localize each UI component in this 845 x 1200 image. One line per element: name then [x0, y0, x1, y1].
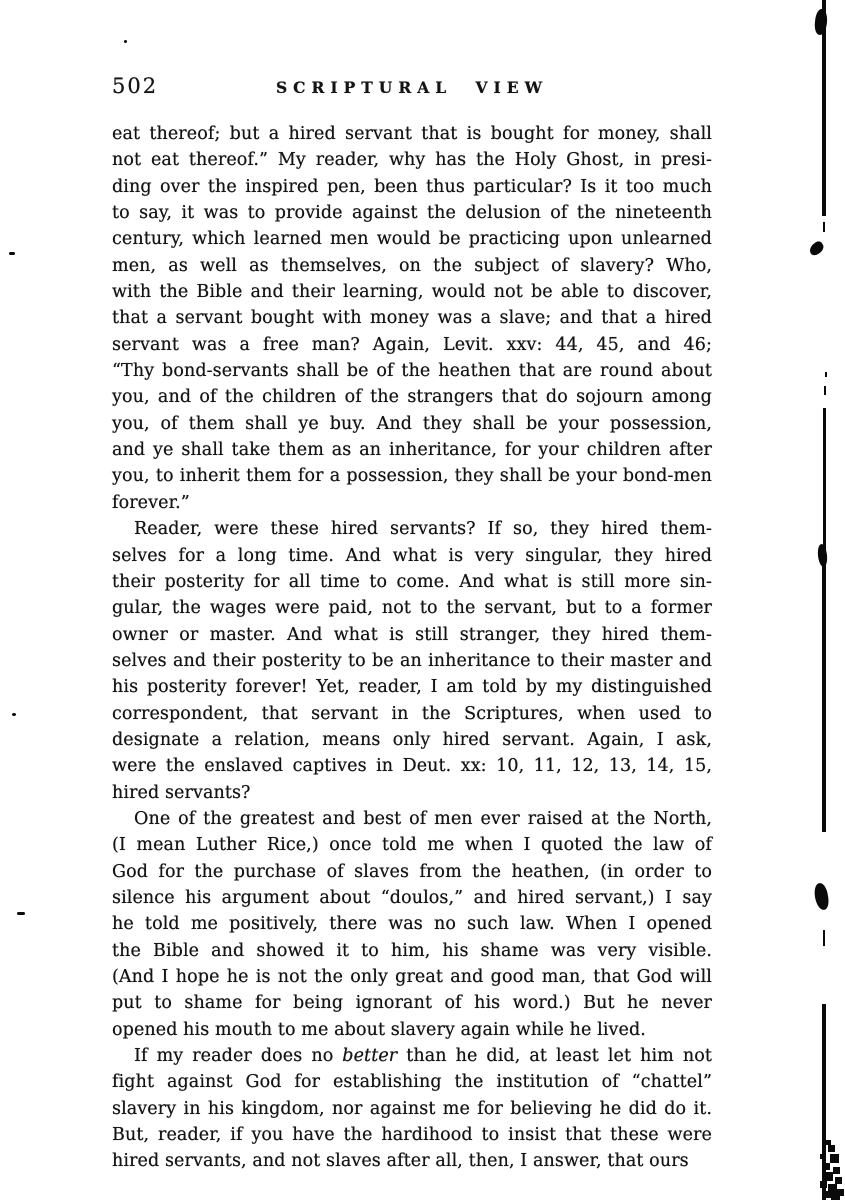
text-line: silence his argument about “doulos,” and hired servant,) I say — [112, 887, 712, 908]
text-line: correspondent, that servant in the Scriptures, when used to — [112, 703, 712, 724]
paragraph — [112, 516, 712, 806]
text-line: his posterity forever! Yet, reader, I am told by my distinguished — [112, 677, 712, 698]
text-line: gular, the wages were paid, not to the servant, but to a former — [112, 598, 712, 619]
text-line: not eat thereof.” My reader, why has the Holy Ghost, in presi- — [112, 150, 712, 171]
text-line: selves and their posterity to be an inheritance to their master and — [112, 650, 712, 671]
scan-artifact-margin-mark — [9, 252, 15, 255]
text-line: selves for a long time. And what is very singular, they hired — [112, 545, 712, 566]
text-line: the Bible and showed it to him, his shame was very visible. — [112, 940, 712, 961]
text-line: men, as well as themselves, on the subject of slavery? Who, — [112, 255, 712, 276]
scan-artifact-margin-mark — [124, 40, 127, 43]
text-line: hired servants, and not slaves after all, then, I answer, that ours — [112, 1151, 689, 1172]
scan-artifact-ink-hook — [807, 240, 826, 258]
text-line: God for the purchase of slaves from the heathen, (in order to — [112, 861, 712, 882]
text-line: were the enslaved captives in Deut. xx: 10, 11, 12, 13, 14, 15, — [112, 756, 712, 777]
text-line: (I mean Luther Rice,) once told me when I quoted the law of — [112, 835, 712, 856]
text-line: owner or master. And what is still stranger, they hired them- — [112, 624, 712, 645]
page-header — [112, 72, 712, 102]
text-line: ding over the inspired pen, been thus particular? Is it too much — [112, 176, 712, 197]
text-line: eat thereof; but a hired servant that is bought for money, shall — [112, 124, 712, 144]
text-line: put to shame for being ignorant of his word.) But he never — [112, 993, 712, 1014]
text-line: Reader, were these hired servants? If so, they hired them- — [134, 519, 712, 540]
text-line: fight against God for establishing the institution of “chattel” — [112, 1072, 712, 1093]
scan-artifact-binding-line — [823, 408, 826, 564]
text-line: One of the greatest and best of men ever raised at the North, — [134, 808, 712, 829]
text-line: designate a relation, means only hired servant. Again, I ask, — [112, 729, 712, 750]
text-line: and ye shall take them as an inheritance, for your children after — [112, 440, 712, 461]
running-header: SCRIPTURAL VIEW — [275, 78, 549, 97]
scan-artifact-ink-dot — [825, 372, 827, 377]
text-line: But, reader, if you have the hardihood to insist that these were — [112, 1125, 712, 1146]
page-number: 502 — [112, 74, 159, 98]
scan-artifact-ink-dot — [824, 386, 826, 395]
scan-artifact-corner-speckles — [826, 1140, 831, 1145]
body-text — [112, 121, 712, 1175]
text-line: century, which learned men would be practicing upon unlearned — [112, 229, 712, 250]
scan-artifact-ink-blob — [813, 882, 830, 911]
text-line: opened his mouth to me about slavery again while he lived. — [112, 1019, 646, 1040]
text-line: hired servants? — [112, 782, 251, 803]
text-line: to say, it was to provide against the delusion of the nineteenth — [112, 203, 712, 224]
scan-artifact-binding-line — [822, 562, 826, 832]
scan-artifact-margin-mark — [17, 912, 25, 915]
text-line: he told me positively, there was no such law. When I opened — [112, 914, 712, 935]
text-line: you, to inherit them for a possession, they shall be your bond-men — [112, 466, 712, 487]
text-line: servant was a free man? Again, Levit. xxv: 44, 45, and 46; — [112, 334, 712, 355]
text-line: (And I hope he is not the only great and good man, that God will — [112, 967, 712, 987]
text-line: you, and of the children of the strangers that do sojourn among — [112, 387, 712, 408]
scan-artifact-ink-dash — [823, 930, 825, 946]
scan-artifact-ink-blob — [813, 8, 828, 35]
paragraph — [112, 806, 712, 1043]
text-line: forever.” — [112, 492, 190, 513]
paragraph — [112, 121, 712, 516]
text-line: their posterity for all time to come. And what is still more sin- — [112, 571, 712, 592]
text-line: that a servant bought with money was a slave; and that a hired — [112, 308, 712, 329]
text-line: slavery in his kingdom, nor against me for believing he did do it. — [112, 1098, 712, 1119]
text-line: with the Bible and their learning, would not be able to discover, — [112, 282, 712, 303]
scan-artifact-binding-line — [822, 1004, 826, 1200]
scan-artifact-margin-mark — [12, 713, 16, 716]
paragraph — [112, 1043, 712, 1175]
text-line: If my reader does no better than he did, at least let him not — [134, 1046, 712, 1067]
text-line: you, of them shall ye buy. And they shall be your possession, — [112, 413, 712, 434]
scan-artifact-ink-dash — [823, 222, 825, 232]
text-line: “Thy bond-servants shall be of the heathen that are round about — [112, 361, 712, 382]
